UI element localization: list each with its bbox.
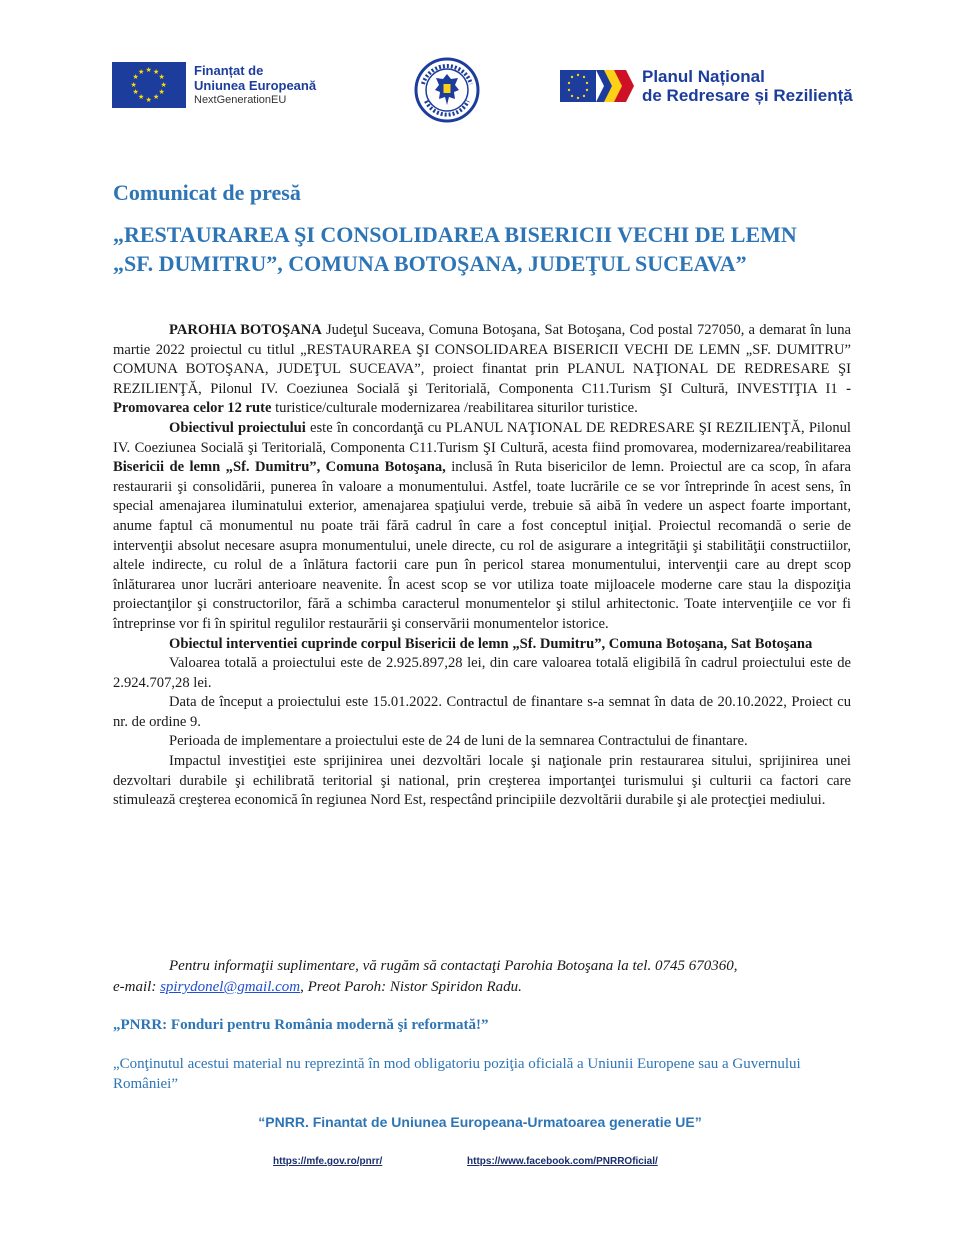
email-label: e-mail: [113, 979, 161, 995]
eu-star-icon: ★ [138, 67, 145, 76]
eu-star-icon: ★ [138, 93, 145, 102]
paragraph-impact: Impactul investiţiei este sprijinirea unei dezvoltări locale şi naţionale prin restaurarea sitului, sprijinirea unei dezvoltari durabile şi echilibrată teritorial şi national, prin creşterea importanţei turismului şi culturii ca factori care stimulează creşterea economică în regiunea Nord Est, respectând principiile dezvoltării durabile şi ale protecţiei mediului. [113, 753, 851, 809]
romanian-government-seal-icon [414, 57, 480, 123]
paragraph-intro [113, 321, 851, 419]
paragraph-period: Perioada de implementare a proiectului este de 24 de luni de la semnarea Contractului de finantare. [169, 733, 748, 750]
intervention-object-text: Obiectul interventiei cuprinde corpul Bisericii de lemn „Sf. Dumitru”, Comuna Botoşana, Sat Botoşana [169, 635, 813, 652]
eu-logo-text [194, 63, 316, 108]
paragraph-intervention-object [113, 635, 851, 655]
eu-star-icon: ★ [145, 65, 152, 74]
eu-flag-icon [112, 62, 186, 108]
objective-bold: Bisericii de lemn „Sf. Dumitru”, Comuna Botoşana, [113, 459, 446, 476]
facebook-link[interactable]: https://www.facebook.com/PNRROficial/ [467, 1156, 658, 1167]
eu-logo-line1: Finanțat de [194, 62, 264, 78]
footer-funding-note: “PNRR. Finantat de Uniunea Europeana-Urmatoarea generatie UE” [258, 1114, 702, 1130]
eu-star-icon: ★ [158, 88, 165, 96]
pnrr-logo-line2: de Redresare și Reziliență [642, 86, 853, 105]
contact-email-line [113, 977, 853, 998]
eu-logo-line3: NextGenerationEU [194, 93, 287, 106]
mfe-link[interactable]: https://mfe.gov.ro/pnrr/ [273, 1156, 383, 1167]
eu-star-icon: ★ [145, 95, 152, 104]
email-link[interactable]: spirydonel@gmail.com [160, 979, 301, 995]
disclaimer: „Conţinutul acestui material nu reprezintă în mod obligatoriu poziţia oficială a Uniunii Europene sau a Guvernului României” [113, 1056, 801, 1092]
objective-text: este în concordanţă cu PLANUL NAŢIONAL DE REDRESARE ŞI REZILIENŢĂ, Pilonul IV. Coeziunea Socială şi Teritorială, Componenta C11.Turism ŞI Cultură, acesta fiind promovarea, modernizarea/reabilitarea [113, 419, 851, 456]
contact-suffix: , Preot Paroh: Nistor Spiridon Radu. [300, 979, 522, 995]
paragraph-objective [113, 419, 851, 635]
objective-tail: inclusă în Ruta bisericilor de lemn. Proiectul are ca scop, în afara restaurarii şi consolidării, punerea în valoare a monumentului. Astfel, toate lucrările ce se vor întreprinde în acest sens, în special amenajarea iluminatului exterior, amenajarea spaţiului verde, trebuie să aibă în vedere un aspect foarte important, anume faptul că monumentul nu poate trăi fără cadrul în care a fost conceptul iniţial. Proiectul recomandă o serie de intervenţii absolut necesare asupra monumentului, unele directe, cu rol de asigurare a integrităţii şi stabilităţii constructiilor, altele indirecte, cu rolul de a înlătura factorii care pun în pericol starea monumentului, intervenţii care au drept scop înlăturarea unor lucrări anterioare neavenite. În acest scop se vor utiliza toate mijloacele moderne care stau la dispoziţia proiectanţilor şi constructorilor, fără a schimba caracterul monumentelor şi stilul arhitectonic. Toate intervenţiile ce vor fi întreprinse vor fi în spiritul regulilor restaurării şi conservării monumentelor istorice. [113, 459, 851, 632]
eu-star-icon: ★ [132, 88, 139, 96]
intro-bold: - Promovarea celor 12 rute [113, 380, 851, 417]
objective-lead: Obiectivul proiectului [169, 419, 306, 436]
paragraph-value: Valoarea totală a proiectului este de 2.925.897,28 lei, din care valoarea totală eligibilă în cadrul proiectului este de 2.924.707,28 lei. [113, 655, 851, 691]
eu-star-icon: ★ [160, 80, 167, 89]
intro-lead: PAROHIA BOTOŞANA [169, 322, 322, 338]
pnrr-logo [560, 66, 853, 106]
eu-funding-logo [112, 62, 316, 108]
intro-text: Judeţul Suceava, Comuna Botoşana, Sat Botoşana, Cod postal 727050, a demarat în luna martie 2022 proiectul cu titlul „RESTAURAREA ŞI CONSOLIDAREA BISERICII VECHI DE LEMN „SF. DUMITRU” COMUNA BOTOŞANA, JUDEŢUL SUCEAVA”, proiect finantat prin PLANUL NAŢIONAL DE REDRESARE ŞI REZILIENŢĂ, Pilonul IV. Coeziunea Socială şi Teritorială, Componenta C11.Turism ŞI Cultură, INVESTIŢIA I1 [113, 322, 851, 397]
contact-info [113, 956, 853, 998]
paragraph-dates: Data de început a proiectului este 15.01.2022. Contractul de finantare s-a semnat în data de 20.10.2022, Proiect cu nr. de ordine 9. [113, 694, 851, 730]
eu-star-icon: ★ [158, 73, 165, 81]
pnrr-slogan: „PNRR: Fonduri pentru România modernă şi reformată!” [113, 1017, 489, 1033]
eu-star-icon: ★ [153, 67, 160, 76]
intro-tail: turistice/culturale modernizarea /reabilitarea siturilor turistice. [271, 400, 638, 417]
pnrr-logo-text [642, 67, 853, 105]
eu-logo-line2: Uniunea Europeană [194, 77, 317, 93]
page-title: „RESTAURAREA ŞI CONSOLIDAREA BISERICII VECHI DE LEMN „SF. DUMITRU”, COMUNA BOTOŞANA, JUDEŢUL SUCEAVA” [113, 222, 797, 276]
document-body [113, 321, 851, 811]
press-release-label: Comunicat de presă [113, 180, 301, 205]
eu-star-icon: ★ [153, 93, 160, 102]
pnrr-flag-icon [560, 66, 636, 106]
pnrr-logo-line1: Planul Național [642, 67, 765, 86]
eu-star-icon: ★ [130, 80, 137, 89]
contact-intro: Pentru informaţii suplimentare, vă rugăm să contactaţi Parohia Botoşana la tel. 0745 670360, [169, 958, 738, 974]
eu-star-icon: ★ [132, 73, 139, 81]
